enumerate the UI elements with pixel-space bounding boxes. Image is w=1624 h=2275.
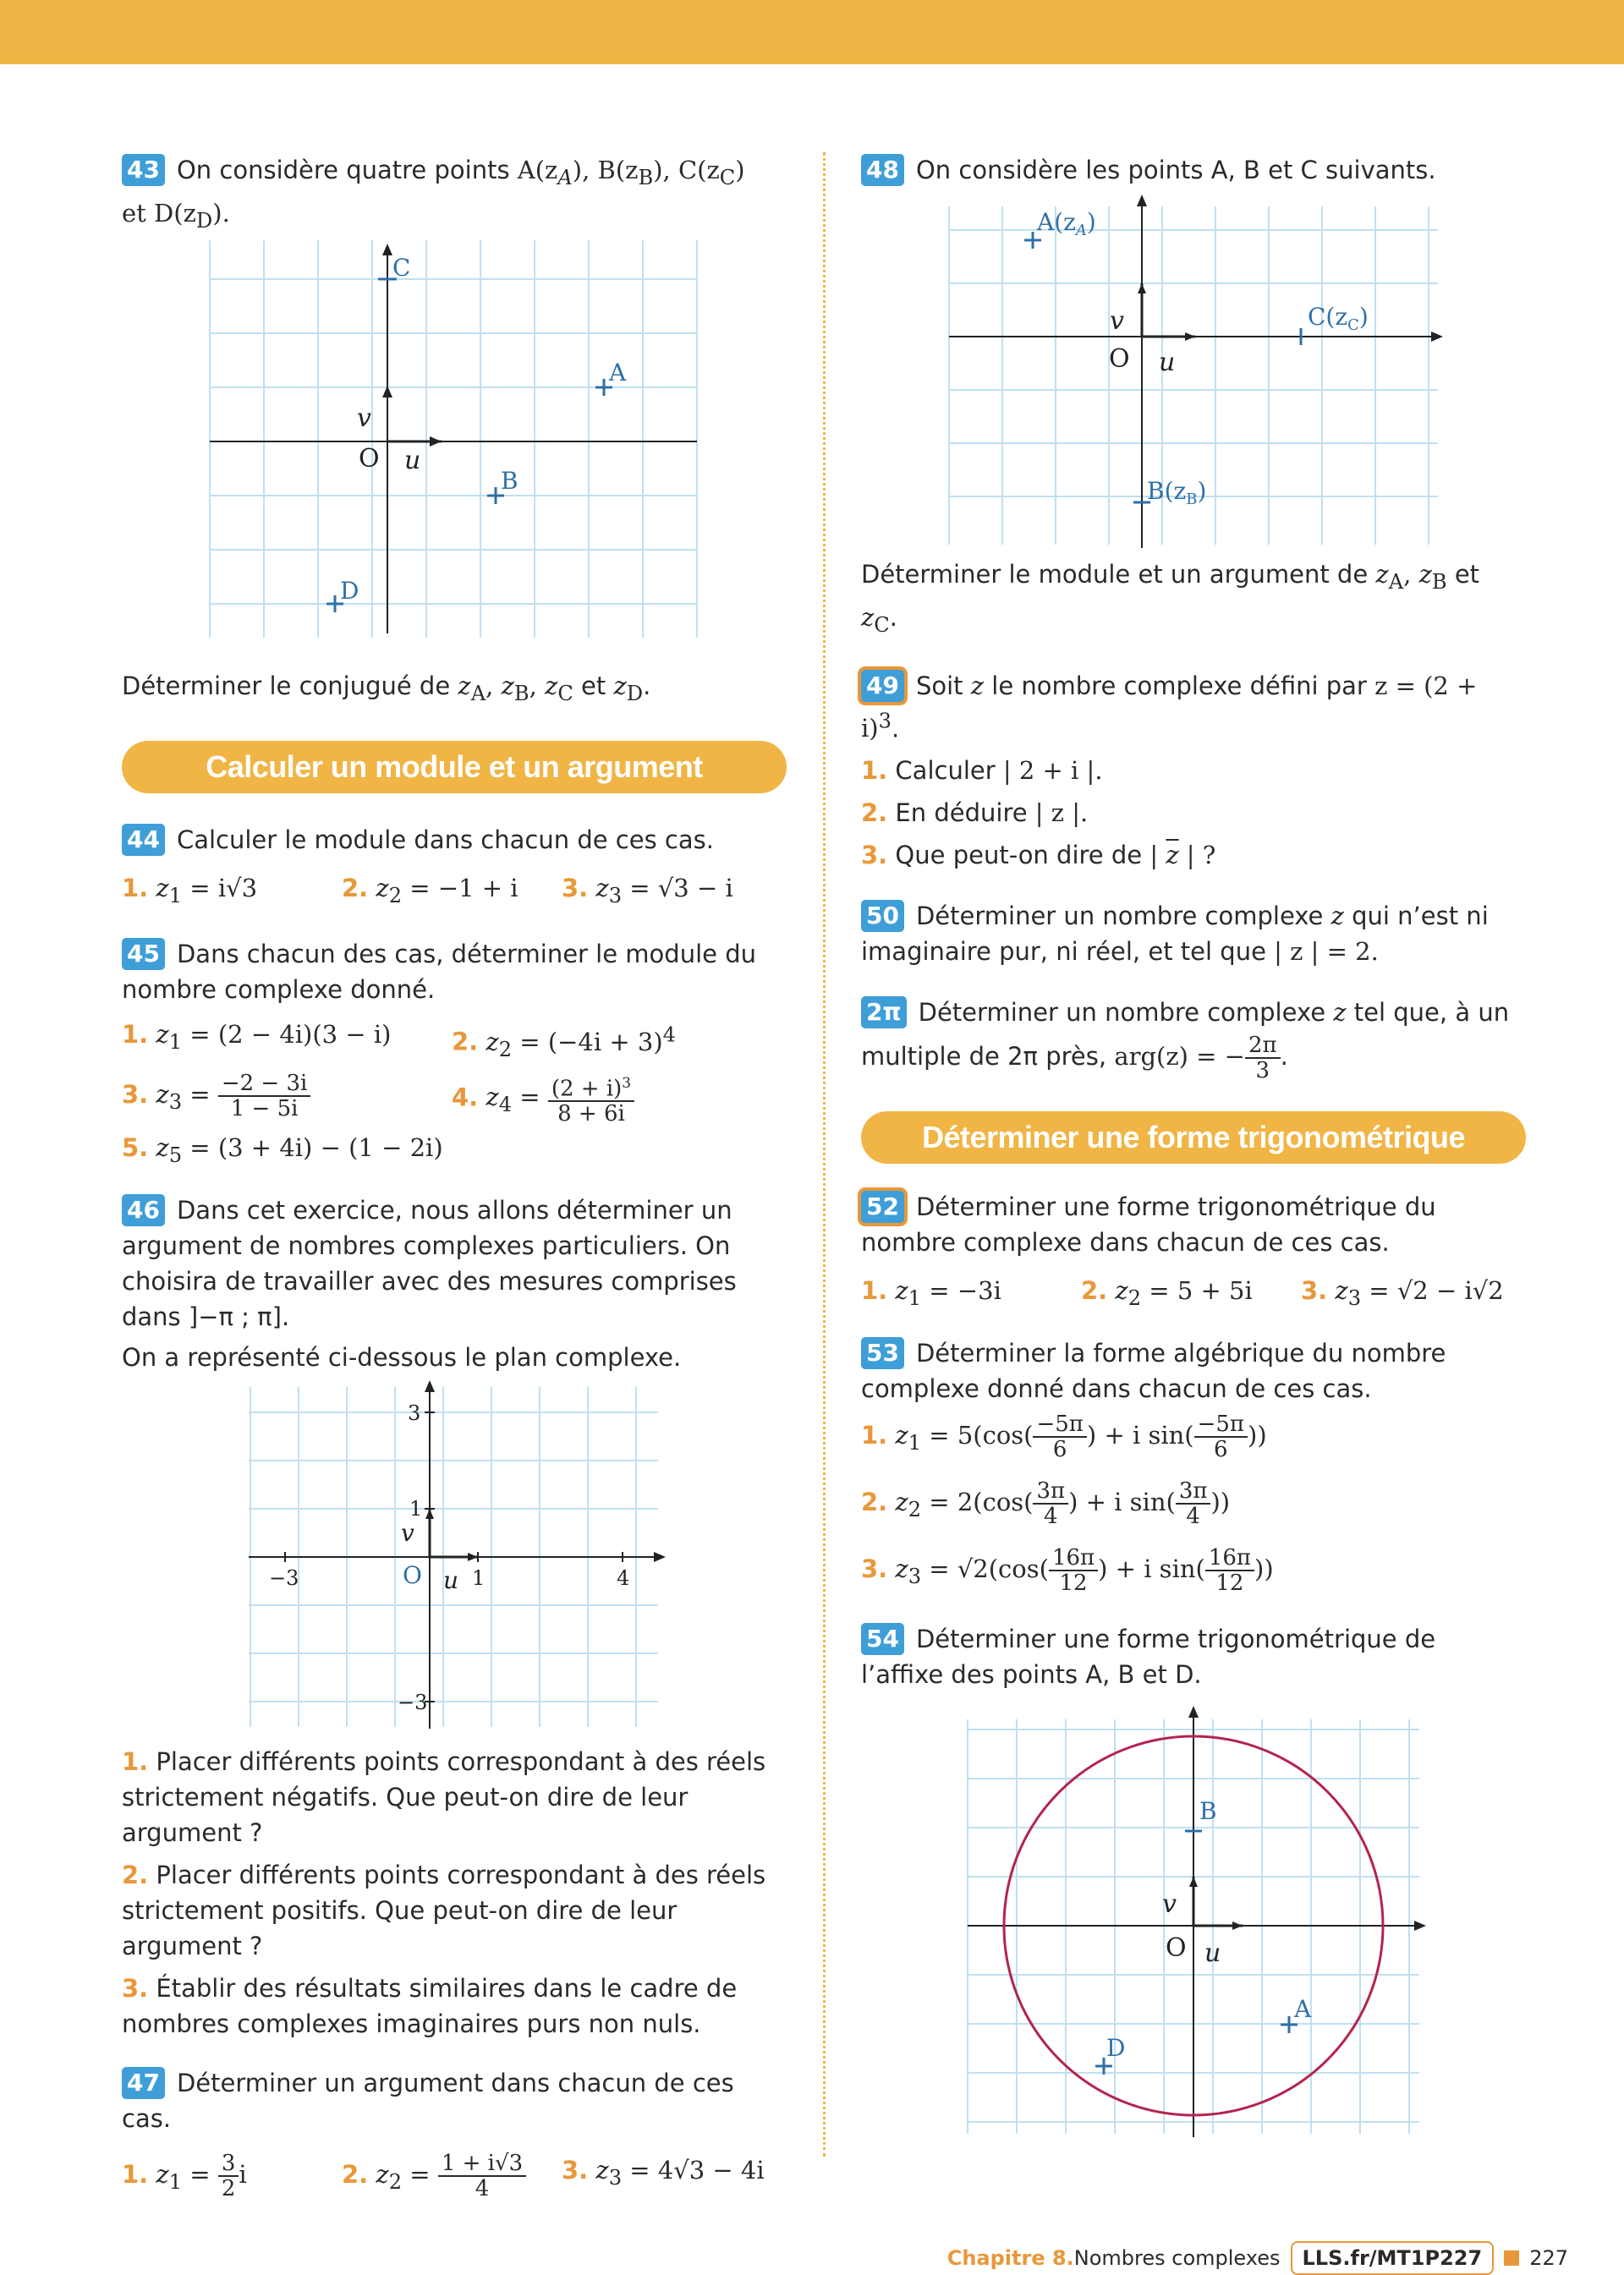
point-a-label: $A(z_A)$ xyxy=(1037,208,1096,239)
exercise-number: 48 xyxy=(861,154,904,186)
exercise-43-question: Déterminer le conjugué de $z_A$, $z_B$, $z_C$ et $z_D$. xyxy=(122,671,651,705)
exercise-number: 46 xyxy=(122,1194,165,1226)
list-item: 2. $z_2 = (-4i + 3)^4$ xyxy=(452,1022,677,1061)
exercise-number: 44 xyxy=(122,824,165,856)
point-b-label: B xyxy=(501,466,518,495)
list-item: 1. $z_1 = 5(\cos$( $\frac{-5\pi}{6}$ ) + i sin( $\frac{-5\pi}{6}$ )) xyxy=(861,1412,1267,1463)
exercise-43 xyxy=(122,152,782,710)
exercise-number: 52 xyxy=(861,1191,904,1223)
exercise-47-statement: 47 Déterminer un argument dans chacun de ces cas. xyxy=(122,2069,734,2134)
vector-u-label: u xyxy=(1204,1938,1221,1969)
origin-label: O xyxy=(1109,344,1130,374)
list-item: 2. $z_2 = 2(\cos$( $\frac{3\pi}{4}$ ) + i sin( $\frac{3\pi}{4}$ )) xyxy=(861,1477,1231,1529)
list-item: 3. $z_3 = √3 - i$ xyxy=(562,874,733,908)
exercise-46-text2: On a représenté ci-dessous le plan complexe. xyxy=(122,1343,682,1373)
exercise-44-statement: 44 Calculer le module dans chacun de ces cas. xyxy=(122,822,782,858)
footer-square-icon xyxy=(1504,2250,1519,2266)
origin-label: O xyxy=(1166,1933,1187,1964)
tick-label-x-1: 1 xyxy=(472,1566,486,1591)
exercise-51-statement: 2π Déterminer un nombre complexe z tel que, à un multiple de 2π près, arg(z) = − $\frac{2\pi}{3}$ . xyxy=(861,998,1510,1084)
tick-label-y-3: 3 xyxy=(408,1401,421,1426)
exercise-54-statement: 54 Déterminer une forme trigonométrique de l’affixe des points A, B et D. xyxy=(861,1625,1436,1690)
point-c-label: C xyxy=(392,253,411,282)
exercise-51 xyxy=(861,991,1521,1083)
point-b-label: $B(z_B)$ xyxy=(1147,477,1207,508)
list-item: 2. $z_2 = 5 + 5i$ xyxy=(1081,1276,1253,1311)
exercise-48-statement: 48 On considère les points A, B et C suivants. xyxy=(861,152,1521,188)
origin-label: O xyxy=(359,443,380,474)
vector-u-label: u xyxy=(1159,348,1176,377)
exercise-44 xyxy=(122,822,782,914)
list-item: 5. $z_5 = (3 + 4i) - (1 - 2i)$ xyxy=(122,1133,443,1168)
tick-label-y-minus3: −3 xyxy=(398,1691,428,1715)
tick-label-x-4: 4 xyxy=(617,1566,630,1591)
list-item: 1. Placer différents points correspondant à des réels strictement négatifs. Que peut-on dire de leur argument ? xyxy=(122,1747,766,1848)
vector-v-label: v xyxy=(357,403,371,433)
exercise-number: 45 xyxy=(122,938,165,970)
right-column xyxy=(861,152,1521,2142)
exercise-46 xyxy=(122,1192,782,2042)
vector-v-label: v xyxy=(1162,1889,1177,1920)
exercise-52 xyxy=(861,1189,1521,1317)
exercise-49-statement: 49 Soit z le nombre complexe défini par $z = (2 + i)^3$. xyxy=(861,671,1478,743)
list-item: 1. $z_1$ = $\frac{3}{2}$ i xyxy=(122,2151,247,2202)
list-item: 1. Calculer | 2 + i |. xyxy=(861,756,1103,786)
column-divider xyxy=(823,152,826,2157)
exercise-number: 50 xyxy=(861,900,904,932)
list-item: 2. Placer différents points correspondant à des réels strictement positifs. Que peut-on dire de leur argument ? xyxy=(122,1861,766,1961)
list-item: 3. $z_3 = √2(\cos$( $\frac{16\pi}{12}$ ) + i sin( $\frac{16\pi}{12}$ )) xyxy=(861,1544,1274,1596)
origin-label: O xyxy=(403,1561,422,1590)
list-item: 3. $z_3 = √2 - i√2$ xyxy=(1301,1276,1504,1311)
exercise-52-statement: 52 Déterminer une forme trigonométrique du nombre complexe dans chacun de ces cas. xyxy=(861,1192,1436,1258)
exercise-45 xyxy=(122,936,782,1174)
list-item: 2. $z_2$ = $\frac{1 + i√3}{4}$ xyxy=(342,2152,562,2201)
section-banner-module-argument: Calculer un module et un argument xyxy=(122,741,787,793)
left-column xyxy=(122,152,782,2201)
footer-chapter: Chapitre 8. xyxy=(946,2246,1074,2270)
list-item: 3. Établir des résultats similaires dans le cadre de nombres complexes imaginaires purs non nuls. xyxy=(122,1974,738,2039)
vector-u-label: u xyxy=(443,1566,459,1595)
figure-54 xyxy=(861,1702,1521,2142)
point-d-label: D xyxy=(1106,2034,1126,2063)
exercise-48 xyxy=(861,152,1521,643)
exercise-50-statement: 50 Déterminer un nombre complexe z qui n’est ni imaginaire pur, ni réel, et tel que | z | = 2. xyxy=(861,902,1489,967)
list-item: 3. $z_3$ = $\frac{-2 - 3i}{1 - 5i}$ xyxy=(122,1072,452,1127)
figure-43 xyxy=(122,240,782,663)
exercise-number: 43 xyxy=(122,154,165,186)
exercise-50 xyxy=(861,898,1521,969)
vector-v-label: v xyxy=(1110,306,1124,336)
list-item: 3. $z_3 = 4√3 - 4i$ xyxy=(562,2156,765,2190)
list-item: 4. $z_4$ = $\frac{(2 + i)^3}{8 + 6i}$ xyxy=(452,1072,782,1127)
top-color-bar xyxy=(0,0,1624,64)
exercise-48-question: Déterminer le module et un argument de $z_A$, $z_B$ et $z_C$. xyxy=(861,560,1480,637)
exercise-43-statement: 43 On considère quatre points $A(z_A)$, $B(z_B)$, $C(z_C)$ et $D(z_D)$. xyxy=(122,156,745,233)
exercise-46-statement: 46 Dans cet exercice, nous allons déterminer un argument de nombres complexes particuliers. On choisira de travailler avec des mesures comprises dans ]−π ; π]. xyxy=(122,1196,737,1332)
list-item: 3. Que peut-on dire de | $\overline{z}$ | ? xyxy=(861,841,1216,870)
exercise-number: 47 xyxy=(122,2067,165,2099)
figure-46 xyxy=(122,1380,782,1735)
list-item: 1. $z_1 = -3i$ xyxy=(861,1276,1001,1311)
point-a-label: A xyxy=(1294,1995,1312,2024)
exercise-44-items xyxy=(122,869,782,914)
footer-title: Nombres complexes xyxy=(1073,2246,1281,2270)
exercise-number: 2π xyxy=(861,996,907,1028)
list-item: 2. En déduire | z |. xyxy=(861,798,1089,828)
exercise-49 xyxy=(861,668,1521,874)
tick-label-x-minus3: −3 xyxy=(269,1566,299,1591)
figure-48 xyxy=(861,189,1521,553)
vector-v-label: v xyxy=(401,1519,414,1548)
exercise-53-statement: 53 Déterminer la forme algébrique du nombre complexe donné dans chacun de ces cas. xyxy=(861,1339,1446,1404)
point-b-label: B xyxy=(1199,1797,1217,1826)
page-footer xyxy=(947,2241,1568,2275)
exercise-number: 53 xyxy=(861,1337,904,1369)
exercise-number: 54 xyxy=(861,1623,904,1655)
point-c-label: $C(z_C)$ xyxy=(1308,303,1369,334)
list-item: 1. $z_1 = (2 - 4i)(3 - i)$ xyxy=(122,1020,392,1054)
point-d-label: D xyxy=(340,576,359,605)
list-item: 2. $z_2 = -1 + i$ xyxy=(342,874,518,908)
exercise-53 xyxy=(861,1335,1521,1604)
exercise-47 xyxy=(122,2065,782,2201)
page-number: 227 xyxy=(1529,2246,1568,2270)
section-banner-trigonometric-form: Déterminer une forme trigonométrique xyxy=(861,1111,1526,1164)
tick-label-y-1: 1 xyxy=(409,1497,423,1521)
list-item: 1. $z_1 = i√3$ xyxy=(122,874,258,908)
point-a-label: A xyxy=(609,358,627,386)
exercise-45-statement: 45 Dans chacun des cas, déterminer le module du nombre complexe donné. xyxy=(122,940,756,1005)
exercise-54 xyxy=(861,1621,1521,2142)
exercise-number: 49 xyxy=(861,670,904,702)
vector-u-label: u xyxy=(404,445,421,475)
footer-link[interactable]: LLS.fr/MT1P227 xyxy=(1291,2241,1495,2275)
